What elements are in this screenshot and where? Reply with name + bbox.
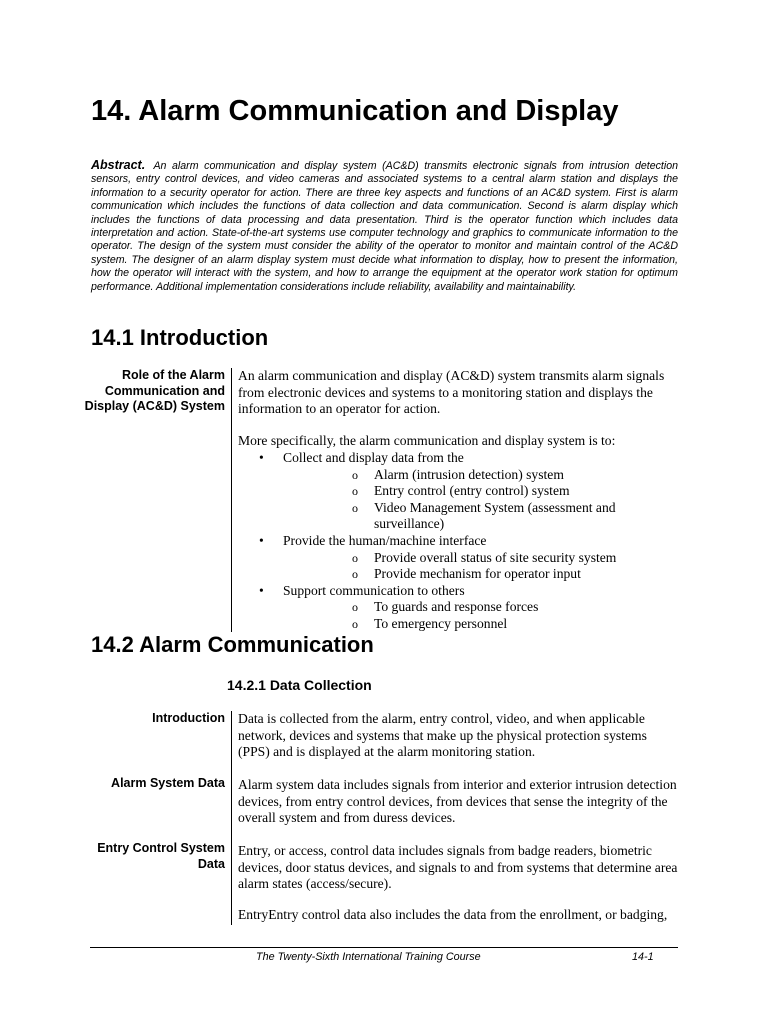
- paragraph-role: An alarm communication and display (AC&D) system transmits alarm signals from electronic devices and systems to a monitoring station and displays the information to an operator for action.: [238, 368, 665, 417]
- margin-label-alarm-system-data: Alarm System Data: [111, 776, 225, 790]
- sub-list-item: o To guards and response forces: [283, 599, 678, 616]
- paragraph-alarm-system-data: Alarm system data includes signals from interior and exterior intrusion detection devices, from entry control devices, from devices that sense the integrity of the overall system and from duress devices.: [238, 777, 677, 826]
- paragraph-entry-control-data: Entry, or access, control data includes signals from badge readers, biometric devices, door status devices, and signals to and from systems that determine area alarm states (access/secure).: [238, 843, 678, 892]
- function-list: [238, 450, 678, 633]
- list-item-text: Collect and display data from the: [283, 450, 464, 465]
- footer-page-number: 14-1: [632, 951, 654, 963]
- footer-rule: [90, 947, 678, 948]
- margin-label-introduction: Introduction: [152, 711, 225, 725]
- sub-list-item: o To emergency personnel: [283, 616, 678, 633]
- sub-list-item: o Entry control (entry control) system: [283, 483, 678, 500]
- abstract-text: An alarm communication and display system (AC&D) transmits electronic signals from intrusion detection sensors, entry control devices, and video cameras and associated systems to a central alarm station and displays the information to a security operator for action. There are three key aspects and functions of an AC&D system. First is alarm communication which includes the functions of data collection and data communication. Second is alarm display which includes the functions of data processing and data presentation. Third is the operator function which includes data interpretation and action. State-of-the-art systems use computer technology and graphics to communicate information to the operator. The design of the system must consider the ability of the operator to monitor and maintain control of the AC&D system. The designer of an alarm display system must decide what information to display, how to present the information, how the operator will interact with the system, and how to arrange the equipment at the operator work station for optimum performance. Additional implementation considerations include reliability, availability and maintainability.: [91, 160, 678, 293]
- margin-rule: [231, 368, 232, 632]
- chapter-title: 14. Alarm Communication and Display: [91, 95, 619, 127]
- sub-list-item: o Provide overall status of site security system: [283, 550, 678, 567]
- list-item: [238, 583, 678, 633]
- list-item-text: Support communication to others: [283, 582, 465, 598]
- section-heading-alarm-communication: 14.2 Alarm Communication: [91, 632, 374, 657]
- sub-list-item: o Provide mechanism for operator input: [283, 566, 678, 583]
- margin-label-entry-control-data: Entry Control System Data: [97, 841, 225, 871]
- list-item: [238, 533, 678, 583]
- list-item: [238, 450, 678, 533]
- sub-list-item: o Alarm (intrusion detection) system: [283, 467, 678, 484]
- abstract: [91, 159, 678, 294]
- abstract-label: Abstract.: [91, 158, 146, 172]
- paragraph-specific-intro: More specifically, the alarm communication and display system is to:: [238, 433, 616, 448]
- section-heading-introduction: 14.1 Introduction: [91, 325, 269, 350]
- list-item-text: Provide the human/machine interface: [283, 532, 487, 548]
- paragraph-introduction: Data is collected from the alarm, entry control, video, and when applicable network, devices and systems that make up the physical protection systems (PPS) and is displayed at the alarm monitoring station.: [238, 711, 647, 760]
- paragraph-entry-control-enrollment: EntryEntry control data also includes the data from the enrollment, or badging,: [238, 907, 668, 922]
- margin-rule: [231, 711, 232, 925]
- subsection-heading-data-collection: 14.2.1 Data Collection: [227, 677, 372, 693]
- sub-list-item: o Video Management System (assessment and surveillance): [283, 500, 678, 533]
- footer-course-title: The Twenty-Sixth International Training Course: [256, 951, 481, 963]
- margin-label-role: Role of the Alarm Communication and Display (AC&D) System: [84, 368, 225, 413]
